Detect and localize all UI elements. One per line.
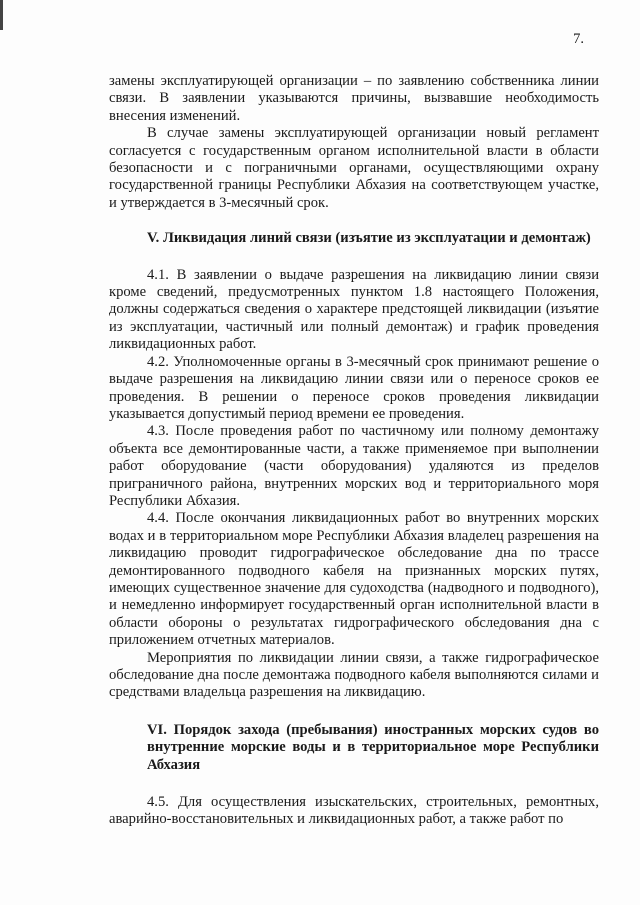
section-vi-heading: VI. Порядок захода (пребывания) иностранных морских судов во внутренние морские воды и в территориальное море Республики Абхазия	[147, 721, 599, 773]
paragraph: замены эксплуатирующей организации – по заявлению собственника линии связи. В заявлении указываются причины, вызвавшие необходимость внесения изменений.	[109, 73, 599, 124]
section-v-heading: V. Ликвидация линий связи (изъятие из эксплуатации и демонтаж)	[147, 230, 591, 247]
paragraph-4-5: 4.5. Для осуществления изыскательских, строительных, ремонтных, аварийно-восстановительных и ликвидационных работ, а также работ по	[109, 794, 599, 828]
paragraph-4-4: 4.4. После окончания ликвидационных работ во внутренних морских водах и в территориальном море Республики Абхазия владелец разрешения на ликвидацию проводит гидрографическое обследование дна по трассе демонтированного подводного кабеля на признанных морских путях, имеющих существенное значение для судоходства (надводного и подводного), и немедленно информирует государственный орган исполнительной власти в области обороны о результатах гидрографического обследования дна с приложением отчетных материалов.	[109, 510, 599, 649]
paragraph: В случае замены эксплуатирующей организации новый регламент согласуется с государственным органом исполнительной власти в области безопасности и с пограничными органами, осуществляющими охрану государственной границы Республики Абхазия на соответствующем участке, и утверждается в 3-месячный срок.	[109, 125, 599, 211]
paragraph-4-1: 4.1. В заявлении о выдаче разрешения на ликвидацию линии связи кроме сведений, предусмотренных пунктом 1.8 настоящего Положения, должны содержаться сведения о характере предстоящей ликвидации (изъятие из эксплуатации, частичный или полный демонтаж) и график проведения ликвидационных работ.	[109, 266, 599, 353]
document-body	[109, 73, 599, 829]
page-number: 7.	[573, 31, 584, 47]
paragraph-4-3: 4.3. После проведения работ по частичному или полному демонтажу объекта все демонтированные части, а также применяемое при выполнении работ оборудование (части оборудования) удаляются из пределов приграничного района, внутренних морских вод и территориального моря Республики Абхазия.	[109, 423, 599, 509]
scan-edge-mark	[0, 0, 3, 30]
paragraph-measures: Мероприятия по ликвидации линии связи, а также гидрографическое обследование дна после демонтажа подводного кабеля выполняются силами и средствами владельца разрешения на ликвидацию.	[109, 649, 599, 701]
paragraph-4-2: 4.2. Уполномоченные органы в 3-месячный срок принимают решение о выдаче разрешения на ликвидацию линии связи или о переносе сроков ее проведения. В решении о переносе сроков проведения ликвидации указывается допустимый период времени ее проведения.	[109, 353, 599, 422]
